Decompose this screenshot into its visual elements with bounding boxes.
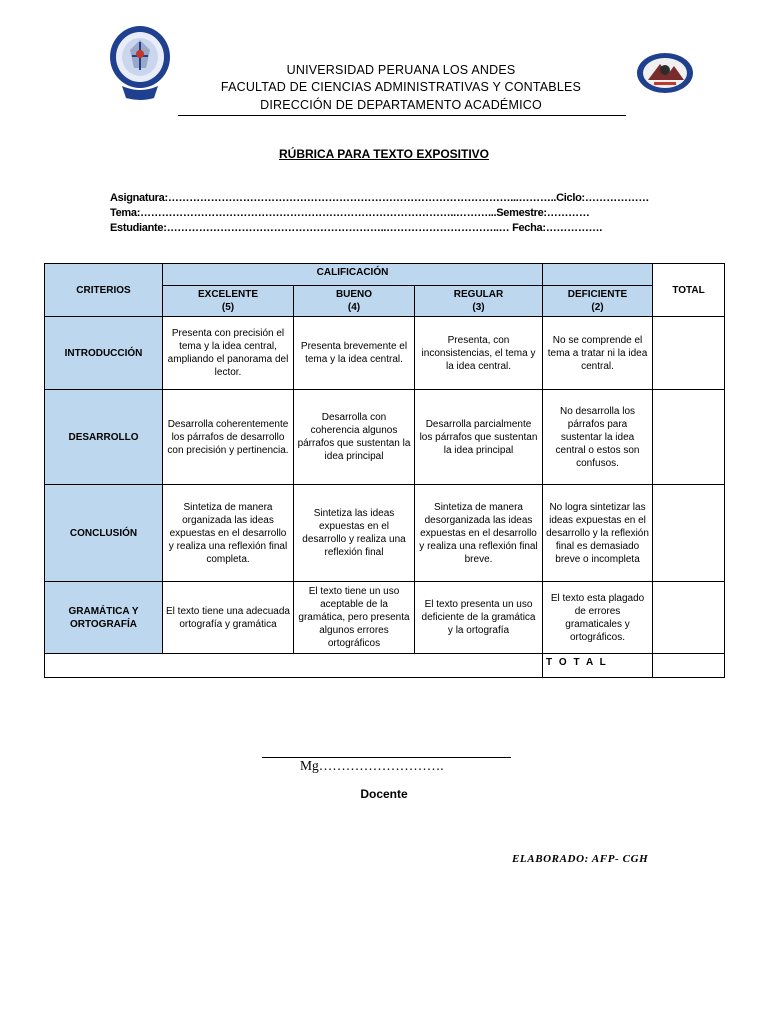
descriptor-cell: Sintetiza de manera organizada las ideas expuestas en el desarrollo y realiza una reflexión final completa. bbox=[163, 485, 294, 582]
level-header-regular bbox=[415, 286, 543, 317]
descriptor-cell: No logra sintetizar las ideas expuestas en el desarrollo y la reflexión final es demasiado breve o incompleta bbox=[543, 485, 653, 582]
table-row bbox=[45, 582, 725, 654]
level-score: (2) bbox=[591, 302, 604, 313]
criterion-label: GRAMÁTICA Y ORTOGRAFÍA bbox=[45, 582, 163, 654]
descriptor-cell: Sintetiza de manera desorganizada las ideas expuestas en el desarrollo y realiza una reflexión final breve. bbox=[415, 485, 543, 582]
field-estudiante-fecha: Estudiante:……………………………………………………..…………………………..… Fecha:……………. bbox=[110, 222, 602, 234]
criterios-header: CRITERIOS bbox=[45, 264, 163, 317]
criterion-label: DESARROLLO bbox=[45, 390, 163, 485]
descriptor-cell: Desarrolla con coherencia algunos párrafos que sustentan la idea principal bbox=[294, 390, 415, 485]
field-tema-semestre: Tema:……………………………………………………………………………..………...Semestre:………… bbox=[110, 207, 590, 219]
university-seal-icon bbox=[108, 24, 172, 100]
descriptor-cell: No se comprende el tema a tratar ni la idea central. bbox=[543, 317, 653, 390]
total-column-header: TOTAL bbox=[653, 264, 725, 317]
credit-text: ELABORADO: AFP- CGH bbox=[512, 853, 649, 865]
total-row-blank bbox=[45, 654, 543, 678]
descriptor-cell: El texto presenta un uso deficiente de la gramática y la ortografía bbox=[415, 582, 543, 654]
table-row bbox=[45, 317, 725, 390]
level-header-bueno bbox=[294, 286, 415, 317]
level-score: (5) bbox=[221, 302, 235, 313]
table-row bbox=[45, 390, 725, 485]
signature-role: Docente bbox=[360, 787, 408, 801]
calificacion-header: CALIFICACIÓN bbox=[163, 264, 543, 286]
score-cell[interactable] bbox=[653, 582, 725, 654]
faculty-name: FACULTAD DE CIENCIAS ADMINISTRATIVAS Y CONTABLES bbox=[220, 80, 582, 94]
descriptor-cell: Presenta con precisión el tema y la idea central, ampliando el panorama del lector. bbox=[163, 317, 294, 390]
descriptor-cell: Sintetiza las ideas expuestas en el desarrollo y realiza una reflexión final bbox=[294, 485, 415, 582]
criterion-label: CONCLUSIÓN bbox=[45, 485, 163, 582]
university-name: UNIVERSIDAD PERUANA LOS ANDES bbox=[286, 63, 516, 77]
descriptor-cell: No desarrolla los párrafos para sustentar la idea central o estos son confusos. bbox=[543, 390, 653, 485]
descriptor-cell: Presenta, con inconsistencias, el tema y la idea central. bbox=[415, 317, 543, 390]
level-name: REGULAR bbox=[453, 289, 504, 300]
total-row bbox=[45, 654, 725, 678]
level-name: EXCELENTE bbox=[197, 289, 258, 300]
level-header-excelente bbox=[163, 286, 294, 317]
criterion-label: INTRODUCCIÓN bbox=[45, 317, 163, 390]
header-divider bbox=[178, 115, 626, 116]
page-title: RÚBRICA PARA TEXTO EXPOSITIVO bbox=[278, 147, 490, 161]
score-cell[interactable] bbox=[653, 485, 725, 582]
total-row-label: T O T A L bbox=[543, 654, 653, 678]
table-row bbox=[45, 485, 725, 582]
faculty-emblem-icon bbox=[636, 52, 694, 94]
field-asignatura-ciclo: Asignatura:……………………………………………………………………………………...………..Ciclo:……………… bbox=[110, 192, 650, 204]
level-name: BUENO bbox=[335, 289, 373, 300]
department-name: DIRECCIÓN DE DEPARTAMENTO ACADÉMICO bbox=[260, 98, 542, 112]
level-score: (3) bbox=[472, 302, 485, 313]
level-score: (4) bbox=[347, 302, 361, 313]
descriptor-cell: El texto tiene un uso aceptable de la gramática, pero presenta algunos errores ortográficos bbox=[294, 582, 415, 654]
descriptor-cell: Presenta brevemente el tema y la idea central. bbox=[294, 317, 415, 390]
total-score-cell[interactable] bbox=[653, 654, 725, 678]
descriptor-cell: El texto tiene una adecuada ortografía y gramática bbox=[163, 582, 294, 654]
score-cell[interactable] bbox=[653, 390, 725, 485]
rubric-table bbox=[44, 263, 725, 678]
level-header-deficiente bbox=[543, 286, 653, 317]
signature-name: Mg………………………. bbox=[300, 758, 444, 773]
calificacion-header-extension bbox=[543, 264, 653, 286]
descriptor-cell: Desarrolla coherentemente los párrafos de desarrollo con precisión y pertinencia. bbox=[163, 390, 294, 485]
score-cell[interactable] bbox=[653, 317, 725, 390]
descriptor-cell: Desarrolla parcialmente los párrafos que sustentan la idea principal bbox=[415, 390, 543, 485]
level-name: DEFICIENTE bbox=[567, 289, 628, 300]
descriptor-cell: El texto esta plagado de errores gramaticales y ortográficos. bbox=[543, 582, 653, 654]
